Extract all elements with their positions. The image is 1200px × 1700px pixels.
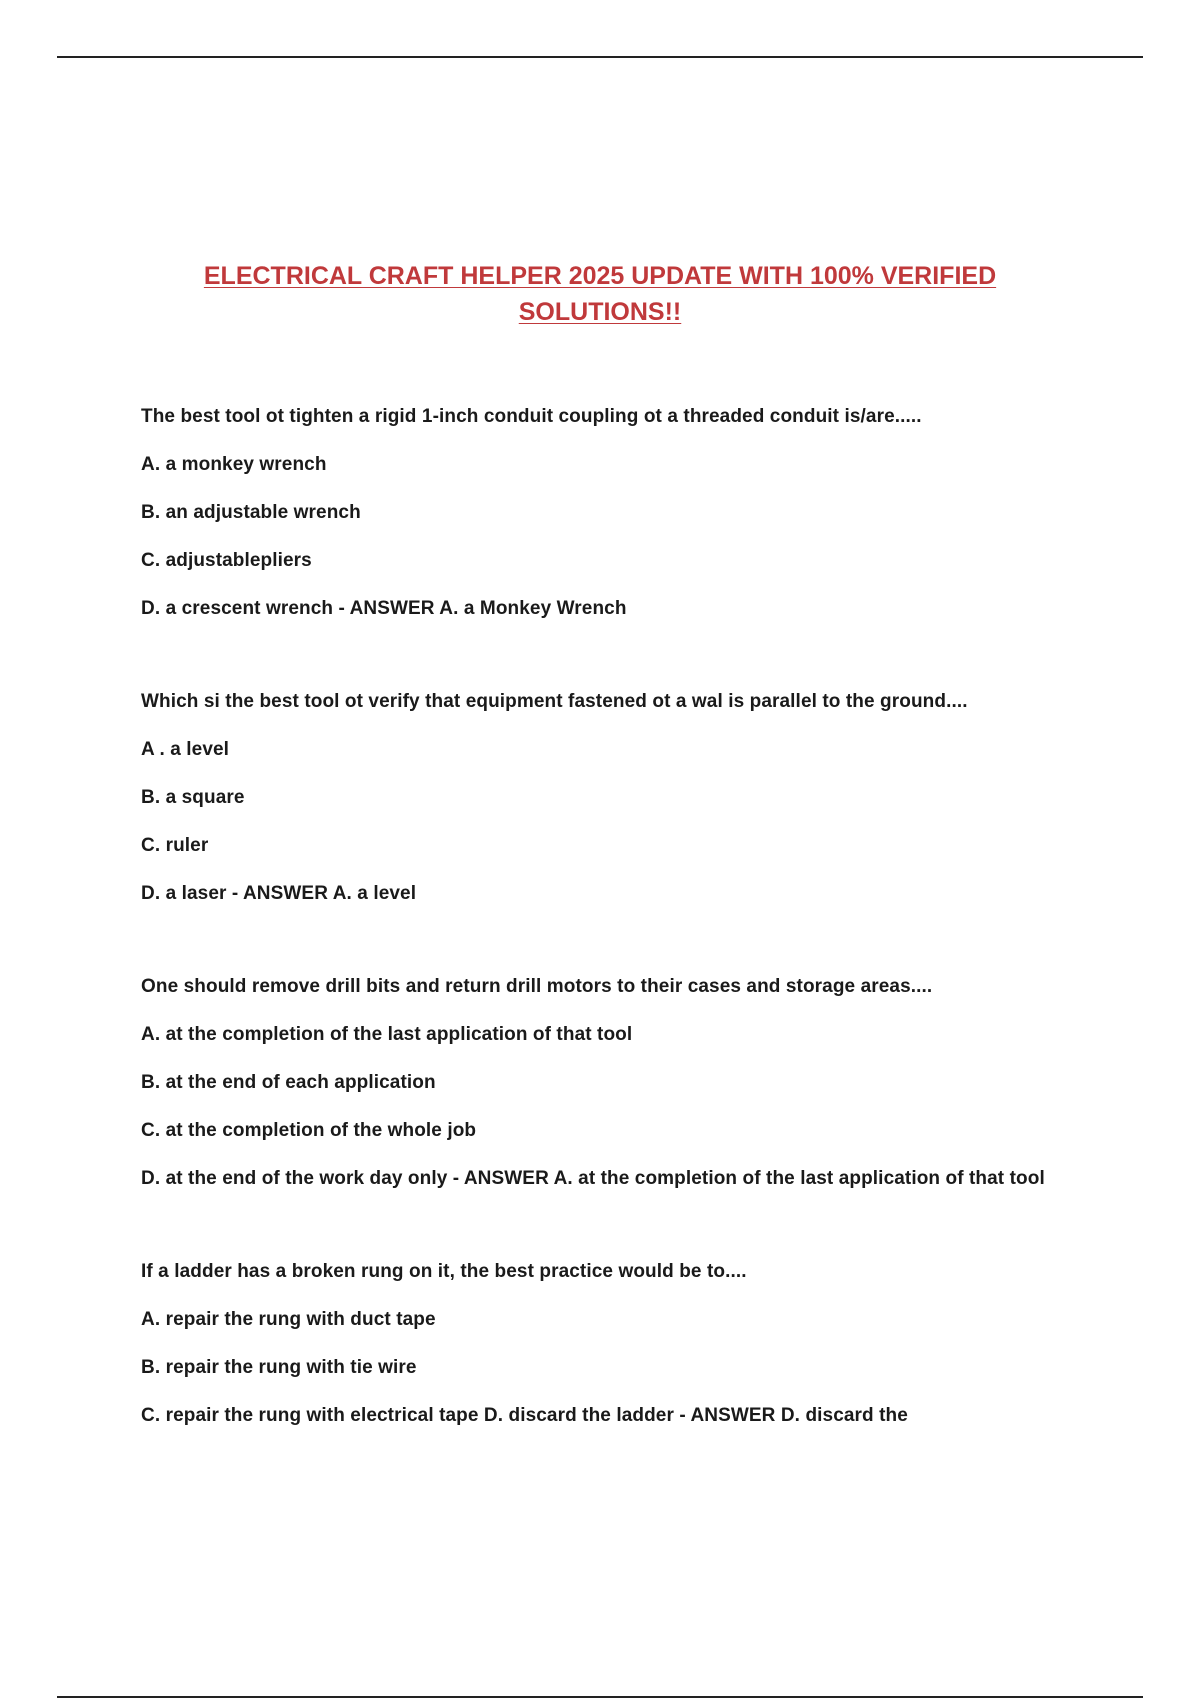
question-block-1 (141, 402, 1061, 623)
answer-option-b: B. an adjustable wrench (141, 502, 361, 523)
document-title-line-1: ELECTRICAL CRAFT HELPER 2025 UPDATE WITH 100% VERIFIED (203, 262, 997, 290)
answer-option-c: C. ruler (141, 835, 209, 856)
question-block-3 (141, 972, 1061, 1193)
question-text: If a ladder has a broken rung on it, the best practice would be to.... (141, 1261, 747, 1282)
document-title-line-2: SOLUTIONS!! (518, 298, 682, 326)
top-divider (57, 56, 1143, 58)
answer-option-a: A . a level (141, 739, 230, 760)
document-title (140, 258, 1060, 330)
question-text: The best tool ot tighten a rigid 1-inch conduit coupling ot a threaded conduit is/are..... (141, 406, 922, 427)
question-list (141, 402, 1061, 1430)
question-text: Which si the best tool ot verify that equipment fastened ot a wal is parallel to the ground.... (141, 691, 968, 712)
question-block-4 (141, 1257, 1061, 1430)
bottom-divider (57, 1696, 1143, 1698)
answer-option-b: B. repair the rung with tie wire (141, 1357, 417, 1378)
answer-option-a: A. at the completion of the last application of that tool (141, 1024, 633, 1045)
answer-option-d: D. a laser - ANSWER A. a level (141, 883, 417, 904)
question-text: One should remove drill bits and return drill motors to their cases and storage areas.... (141, 976, 933, 997)
answer-option-d: D. at the end of the work day only - ANSWER A. at the completion of the last application of that tool (141, 1168, 1045, 1189)
question-block-2 (141, 687, 1061, 908)
answer-option-c-d: C. repair the rung with electrical tape D. discard the ladder - ANSWER D. discard the (141, 1405, 908, 1426)
answer-option-a: A. a monkey wrench (141, 454, 327, 475)
answer-option-a: A. repair the rung with duct tape (141, 1309, 436, 1330)
answer-option-d: D. a crescent wrench - ANSWER A. a Monkey Wrench (141, 598, 627, 619)
answer-option-c: C. adjustablepliers (141, 550, 312, 571)
answer-option-b: B. at the end of each application (141, 1072, 436, 1093)
answer-option-b: B. a square (141, 787, 245, 808)
answer-option-c: C. at the completion of the whole job (141, 1120, 477, 1141)
